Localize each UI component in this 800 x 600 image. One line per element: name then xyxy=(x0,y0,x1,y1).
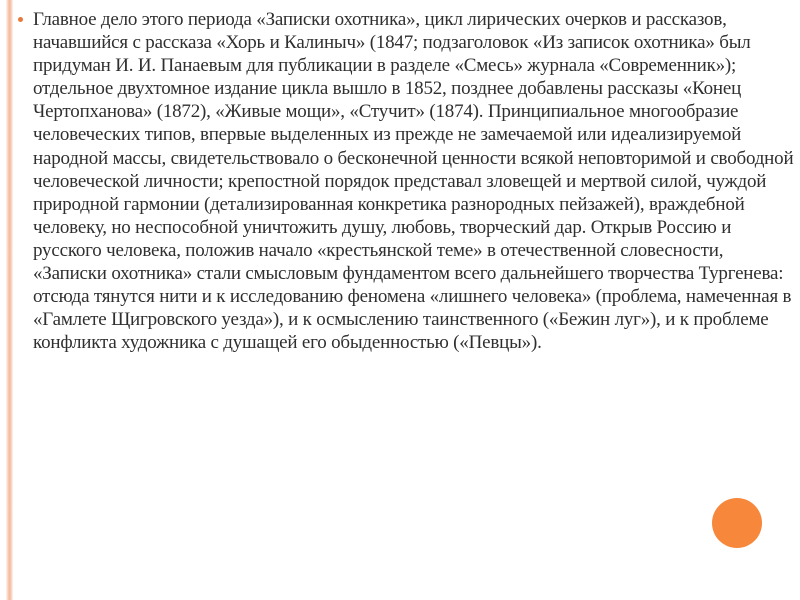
bullet-paragraph: Главное дело этого периода «Записки охотника», цикл лирических очерков и рассказов, начавшийся с рассказа «Хорь и Калиныч» (1847; подзаголовок «Из записок охотника» был придуман И. И. Панаевым для публикации в разделе «Смесь» журнала «Современник»); отдельное двухтомное издание цикла вышло в 1852, позднее добавлены рассказы «Конец Чертопханова» (1872), «Живые мощи», «Стучит» (1874). Принципиальное многообразие человеческих типов, впервые выделенных из прежде не замечаемой или идеализируемой народной массы, свидетельствовало о бесконечной ценности всякой неповторимой и свободной человеческой личности; крепостной порядок представал зловещей и мертвой силой, чуждой природной гармонии (детализированная конкретика разнородных пейзажей), враждебной человеку, но неспособной уничтожить душу, любовь, творческий дар. Открыв Россию и русского человека, положив начало «крестьянской теме» в отечественной словесности, «Записки охотника» стали смысловым фундаментом всего дальнейшего творчества Тургенева: отсюда тянутся нити и к исследованию феномена «лишнего человека» (проблема, намеченная в «Гамлете Щигровского уезда»), и к осмыслению таинственного («Бежин луг»), и к проблеме конфликта художника с душащей его обыденностью («Певцы»). xyxy=(33,9,794,354)
accent-circle xyxy=(712,498,762,548)
slide-body-text xyxy=(0,8,797,354)
bullet-dot-icon xyxy=(18,17,23,22)
bullet-item xyxy=(0,8,797,354)
